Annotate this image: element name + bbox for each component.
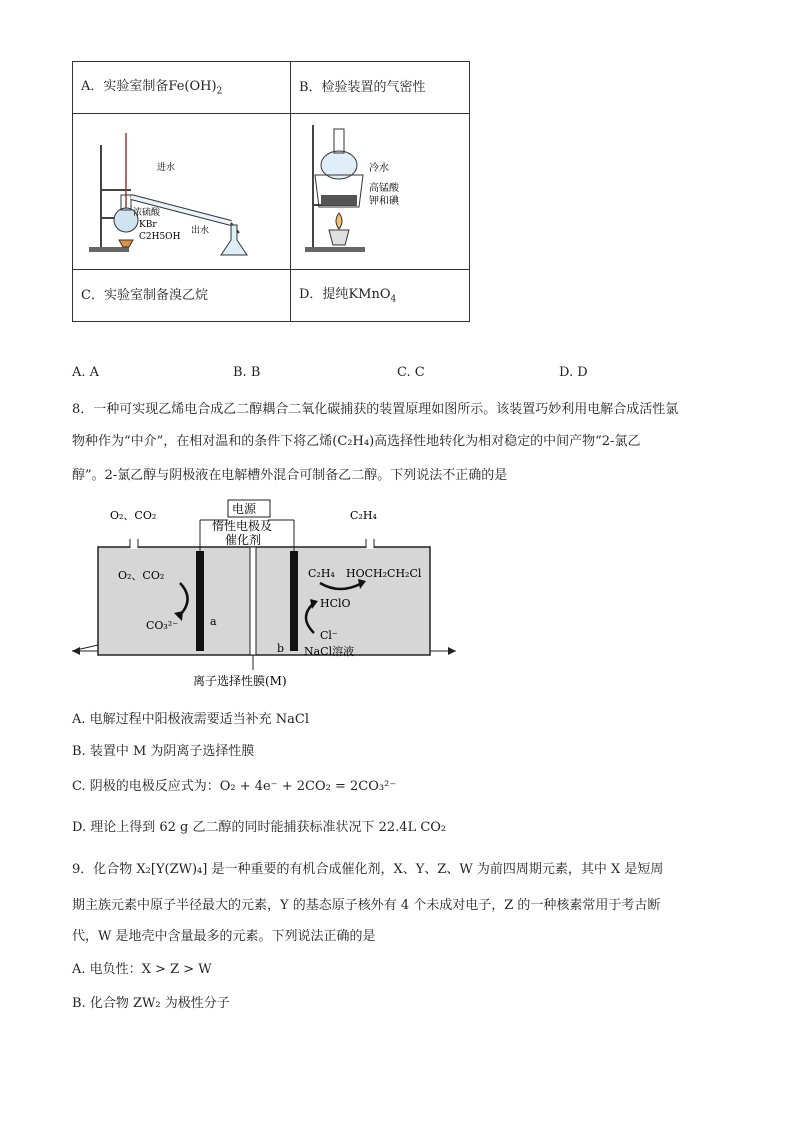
cell-a-formula: Fe(OH)	[168, 78, 217, 94]
q7-option-a[interactable]: A. A	[72, 365, 100, 380]
membrane-label: 离子选择性膜(M)	[193, 674, 287, 688]
label-acid: 浓硫酸	[133, 207, 161, 218]
q7-option-c[interactable]: C. C	[397, 365, 425, 380]
c2h4-label: C₂H₄	[308, 567, 335, 580]
chloride-label: Cl⁻	[320, 629, 338, 642]
q9-line-3: 代，W 是地壳中含量最多的元素。下列说法正确的是	[72, 929, 376, 944]
electrode-a-label: a	[210, 615, 217, 628]
inlet-right-label: C₂H₄	[350, 509, 377, 522]
q8-option-c[interactable]: C. 阴极的电极反应式为：O₂ + 4e⁻ + 2CO₂ = 2CO₃²⁻	[72, 779, 397, 794]
q7-option-d[interactable]: D. D	[559, 365, 588, 380]
cell-d	[291, 270, 470, 322]
electrolysis-diagram	[70, 495, 460, 695]
label-kbr: KBr	[139, 219, 157, 230]
power-label: 电源	[232, 502, 257, 516]
q8-option-a[interactable]: A. 电解过程中阳极液需要适当补充 NaCl	[72, 712, 310, 727]
cell-a	[73, 62, 291, 114]
cell-b-text: B．检验装置的气密性	[299, 80, 426, 95]
electrode-label-2: 催化剂	[225, 533, 262, 547]
distillation-apparatus-figure	[81, 115, 271, 265]
inlet-left-label: O₂、CO₂	[110, 509, 157, 522]
cell-c	[73, 270, 291, 322]
electrode-label-1: 惰性电极及	[212, 519, 273, 533]
cell-a-text: A．实验室制备	[81, 78, 169, 94]
q9-line-2: 期主族元素中原子半径最大的元素，Y 的基态原子核外有 4 个未成对电子，Z 的一种核素常用于考古断	[72, 898, 661, 913]
label-in-water: 进水	[157, 162, 176, 173]
cell-d-sub: 4	[390, 294, 397, 305]
electrode-b-label: b	[277, 642, 285, 655]
q8-line-3: 醇”。2-氯乙醇与阴极液在电解槽外混合可制备乙二醇。下列说法不正确的是	[72, 468, 508, 483]
left-product-label: CO₃²⁻	[146, 619, 179, 632]
q8-line-2: 物种作为“中介”，在相对温和的条件下将乙烯(C₂H₄)高选择性地转化为相对稳定的中间产物“2-氯乙	[72, 434, 641, 449]
nacl-label: NaCl溶液	[304, 645, 355, 658]
cell-d-text: D．提纯	[299, 286, 349, 302]
q8-option-b[interactable]: B. 装置中 M 为阴离子选择性膜	[72, 744, 255, 759]
q8-option-d[interactable]: D. 理论上得到 62 g 乙二醇的同时能捕获标准状况下 22.4L CO₂	[72, 820, 447, 835]
cell-b	[291, 62, 470, 114]
q8-line-1: 8．一种可实现乙烯电合成乙二醇耦合二氧化碳捕获的装置原理如图所示。该装置巧妙利用电解合成活性氯	[72, 402, 679, 417]
q9-line-1: 9．化合物 X₂[Y(ZW)₄] 是一种重要的有机合成催化剂，X、Y、Z、W 为前四周期元素，其中 X 是短周	[72, 862, 664, 877]
cell-c-text: C．实验室制备溴乙烷	[81, 288, 208, 303]
label-mixture-2: 钾和碘	[369, 195, 399, 207]
label-ethanol: C2H5OH	[139, 231, 181, 242]
cell-a-sub: 2	[216, 86, 223, 97]
hclo-label: HClO	[320, 597, 351, 610]
q9-option-a[interactable]: A. 电负性：X > Z > W	[72, 962, 212, 977]
chloroethanol-label: HOCH₂CH₂Cl	[346, 567, 422, 580]
label-out-water: 出水	[191, 225, 210, 236]
cell-c-figure	[73, 114, 291, 270]
sublimation-apparatus-figure	[299, 115, 459, 265]
q7-table	[72, 61, 470, 322]
q7-option-b[interactable]: B. B	[233, 365, 261, 380]
label-cold-water: 冷水	[369, 162, 389, 174]
label-mixture-1: 高锰酸	[369, 182, 399, 194]
q9-option-b[interactable]: B. 化合物 ZW₂ 为极性分子	[72, 996, 230, 1011]
cell-d-formula: KMnO	[348, 286, 391, 302]
cell-d-figure	[291, 114, 470, 270]
left-reactants-label: O₂、CO₂	[118, 569, 165, 582]
